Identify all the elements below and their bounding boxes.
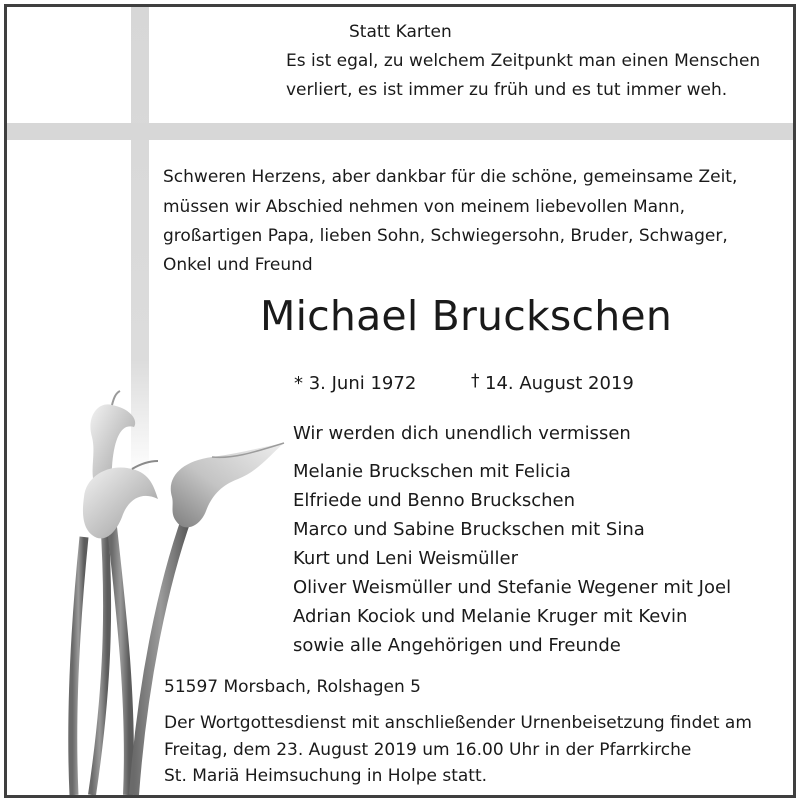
mourner-line: Kurt und Leni Weismüller — [293, 548, 518, 569]
service-line-1: Der Wortgottesdienst mit anschließender Urnenbeisetzung findet am — [164, 713, 752, 733]
statt-karten-label: Statt Karten — [349, 22, 452, 42]
service-line-3: St. Mariä Heimsuchung in Holpe statt. — [164, 766, 488, 786]
mourner-line: Elfriede und Benno Bruckschen — [293, 490, 575, 511]
intro-line-3: großartigen Papa, lieben Sohn, Schwiegersohn, Bruder, Schwager, — [163, 226, 728, 246]
intro-line-4: Onkel und Freund — [163, 255, 313, 275]
death-date: 14. August 2019 — [485, 373, 634, 394]
birth-date: * 3. Juni 1972 — [294, 373, 417, 394]
mourner-line: sowie alle Angehörigen und Freunde — [293, 635, 621, 656]
calla-lily-illustration — [62, 387, 302, 795]
mourner-line: Oliver Weismüller und Stefanie Wegener mit Joel — [293, 577, 732, 598]
death-cross-icon: † — [471, 371, 480, 391]
obituary-card — [4, 4, 796, 798]
intro-line-1: Schweren Herzens, aber dankbar für die schöne, gemeinsame Zeit, — [163, 167, 738, 187]
mourner-line: Marco und Sabine Bruckschen mit Sina — [293, 519, 645, 540]
intro-line-2: müssen wir Abschied nehmen von meinem liebevollen Mann, — [163, 197, 686, 217]
service-line-2: Freitag, dem 23. August 2019 um 16.00 Uhr in der Pfarrkirche — [164, 740, 692, 760]
deceased-name: Michael Bruckschen — [260, 292, 673, 340]
quote-line-2: verliert, es ist immer zu früh und es tut immer weh. — [286, 80, 728, 100]
mourner-line: Adrian Kociok und Melanie Kruger mit Kevin — [293, 606, 688, 627]
mourner-line: Melanie Bruckschen mit Felicia — [293, 461, 571, 482]
quote-line-1: Es ist egal, zu welchem Zeitpunkt man einen Menschen — [286, 51, 761, 71]
address: 51597 Morsbach, Rolshagen 5 — [164, 677, 422, 697]
farewell-line: Wir werden dich unendlich vermissen — [293, 423, 631, 444]
cross-horizontal-bar — [7, 123, 793, 140]
